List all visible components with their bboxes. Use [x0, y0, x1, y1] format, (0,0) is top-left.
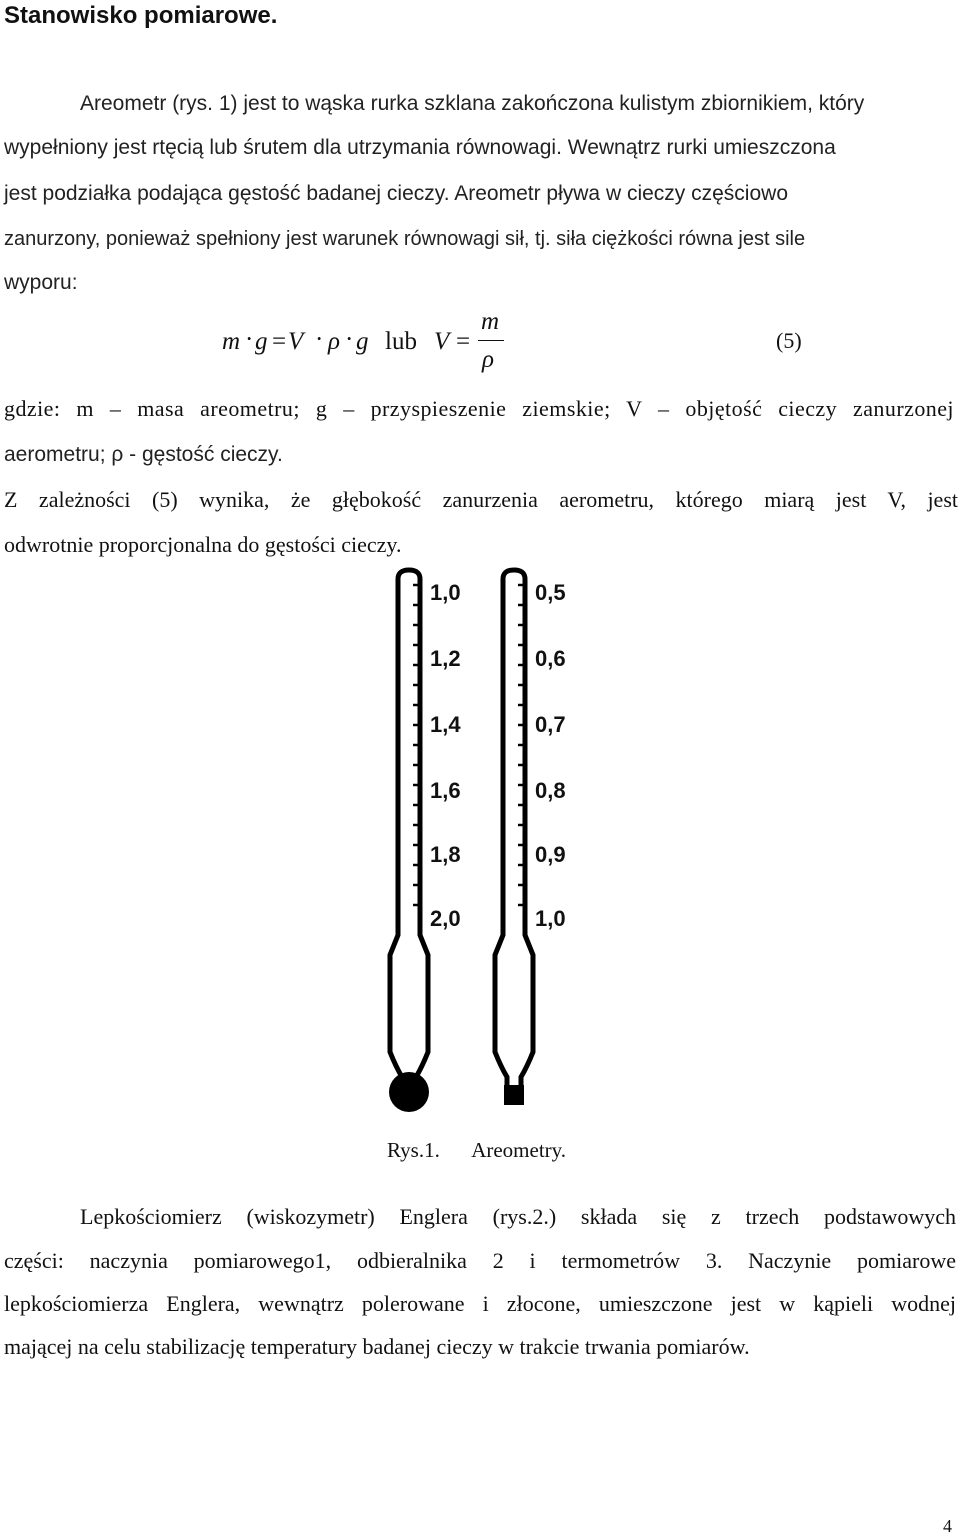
para2-line2: aerometru; ρ - gęstość cieczy. [4, 443, 283, 466]
eq-rho: ρ [328, 328, 340, 355]
left-scale-label: 1,2 [430, 646, 461, 671]
figure-caption-label: Rys.1. [387, 1138, 440, 1162]
right-scale-label: 0,7 [535, 712, 566, 737]
areometers-figure [380, 565, 600, 1125]
para2-line1-text: gdzie: m – masa areometru; g – przyspieszenie ziemskie; V – objętość cieczy zanurzonej [4, 396, 954, 421]
left-bulb [389, 1072, 429, 1112]
para1-line2-text: wypełniony jest rtęcią lub śrutem dla utrzymania równowagi. Wewnątrz rurki umieszczona [4, 136, 836, 159]
left-scale-label: 1,8 [430, 842, 461, 867]
eq-m: m [222, 328, 241, 355]
eq-V: V [288, 328, 304, 355]
eq-equals: = [272, 328, 287, 355]
para1-line5-text: wyporu: [4, 271, 78, 294]
page-number: 4 [943, 1516, 952, 1536]
eq-equals: = [456, 328, 471, 355]
para4-line2: części: naczynia pomiarowego1, odbieralnika 2 i termometrów 3. Naczynie pomiarowe [4, 1248, 956, 1273]
eq-dot: · [315, 326, 324, 353]
para1-line1-text: Areometr (rys. 1) jest to wąska rurka szklana zakończona kulistym zbiornikiem, który [80, 92, 865, 115]
eq-fraction-bar [478, 340, 504, 341]
para1-line4-text: zanurzony, ponieważ spełniony jest warunek równowagi sił, tj. siła ciężkości równa jest sile [4, 228, 806, 250]
para3-line1: Z zależności (5) wynika, że głębokość zanurzenia aerometru, którego miarą jest V, jest [4, 487, 958, 512]
figure-caption [387, 1138, 566, 1163]
para3-line2: odwrotnie proporcjonalna do gęstości cieczy. [4, 532, 402, 557]
areometer-right [495, 570, 533, 1105]
left-scale-label: 1,4 [430, 712, 461, 737]
eq-g: g [255, 328, 268, 355]
page-title: Stanowisko pomiarowe. [4, 2, 278, 29]
eq-dot: · [245, 326, 254, 353]
para2-line1 [4, 396, 954, 422]
para4-line4: mającej na celu stabilizację temperatury badanej cieczy w trakcie trwania pomiarów. [4, 1334, 750, 1359]
equation-5 [0, 0, 960, 400]
para4-line3: lepkościomierza Englera, wewnątrz polerowane i złocone, umieszczone jest w kąpieli wodnej [4, 1291, 956, 1316]
areometer-left [389, 570, 429, 1112]
equation-number: (5) [776, 328, 802, 353]
eq-lub: lub [385, 328, 417, 355]
right-scale-label: 0,9 [535, 842, 566, 867]
eq-dot: · [345, 326, 354, 353]
left-scale-label: 1,0 [430, 580, 461, 605]
right-weight [504, 1085, 524, 1105]
left-scale-label: 2,0 [430, 906, 461, 931]
para4-line1: Lepkościomierz (wiskozymetr) Englera (rys.2.) składa się z trzech podstawowych [80, 1204, 956, 1229]
eq-fraction-denominator: ρ [482, 346, 494, 373]
right-scale-label: 1,0 [535, 906, 566, 931]
para1-line3-text: jest podziałka podająca gęstość badanej cieczy. Areometr pływa w cieczy częściowo [4, 182, 788, 205]
right-scale-label: 0,6 [535, 646, 566, 671]
right-scale-label: 0,5 [535, 580, 566, 605]
eq-fraction-numerator: m [481, 308, 500, 335]
figure-caption-text: Areometry. [471, 1138, 567, 1162]
eq-V: V [434, 328, 450, 355]
left-scale-label: 1,6 [430, 778, 461, 803]
eq-g: g [356, 328, 369, 355]
right-scale-label: 0,8 [535, 778, 566, 803]
